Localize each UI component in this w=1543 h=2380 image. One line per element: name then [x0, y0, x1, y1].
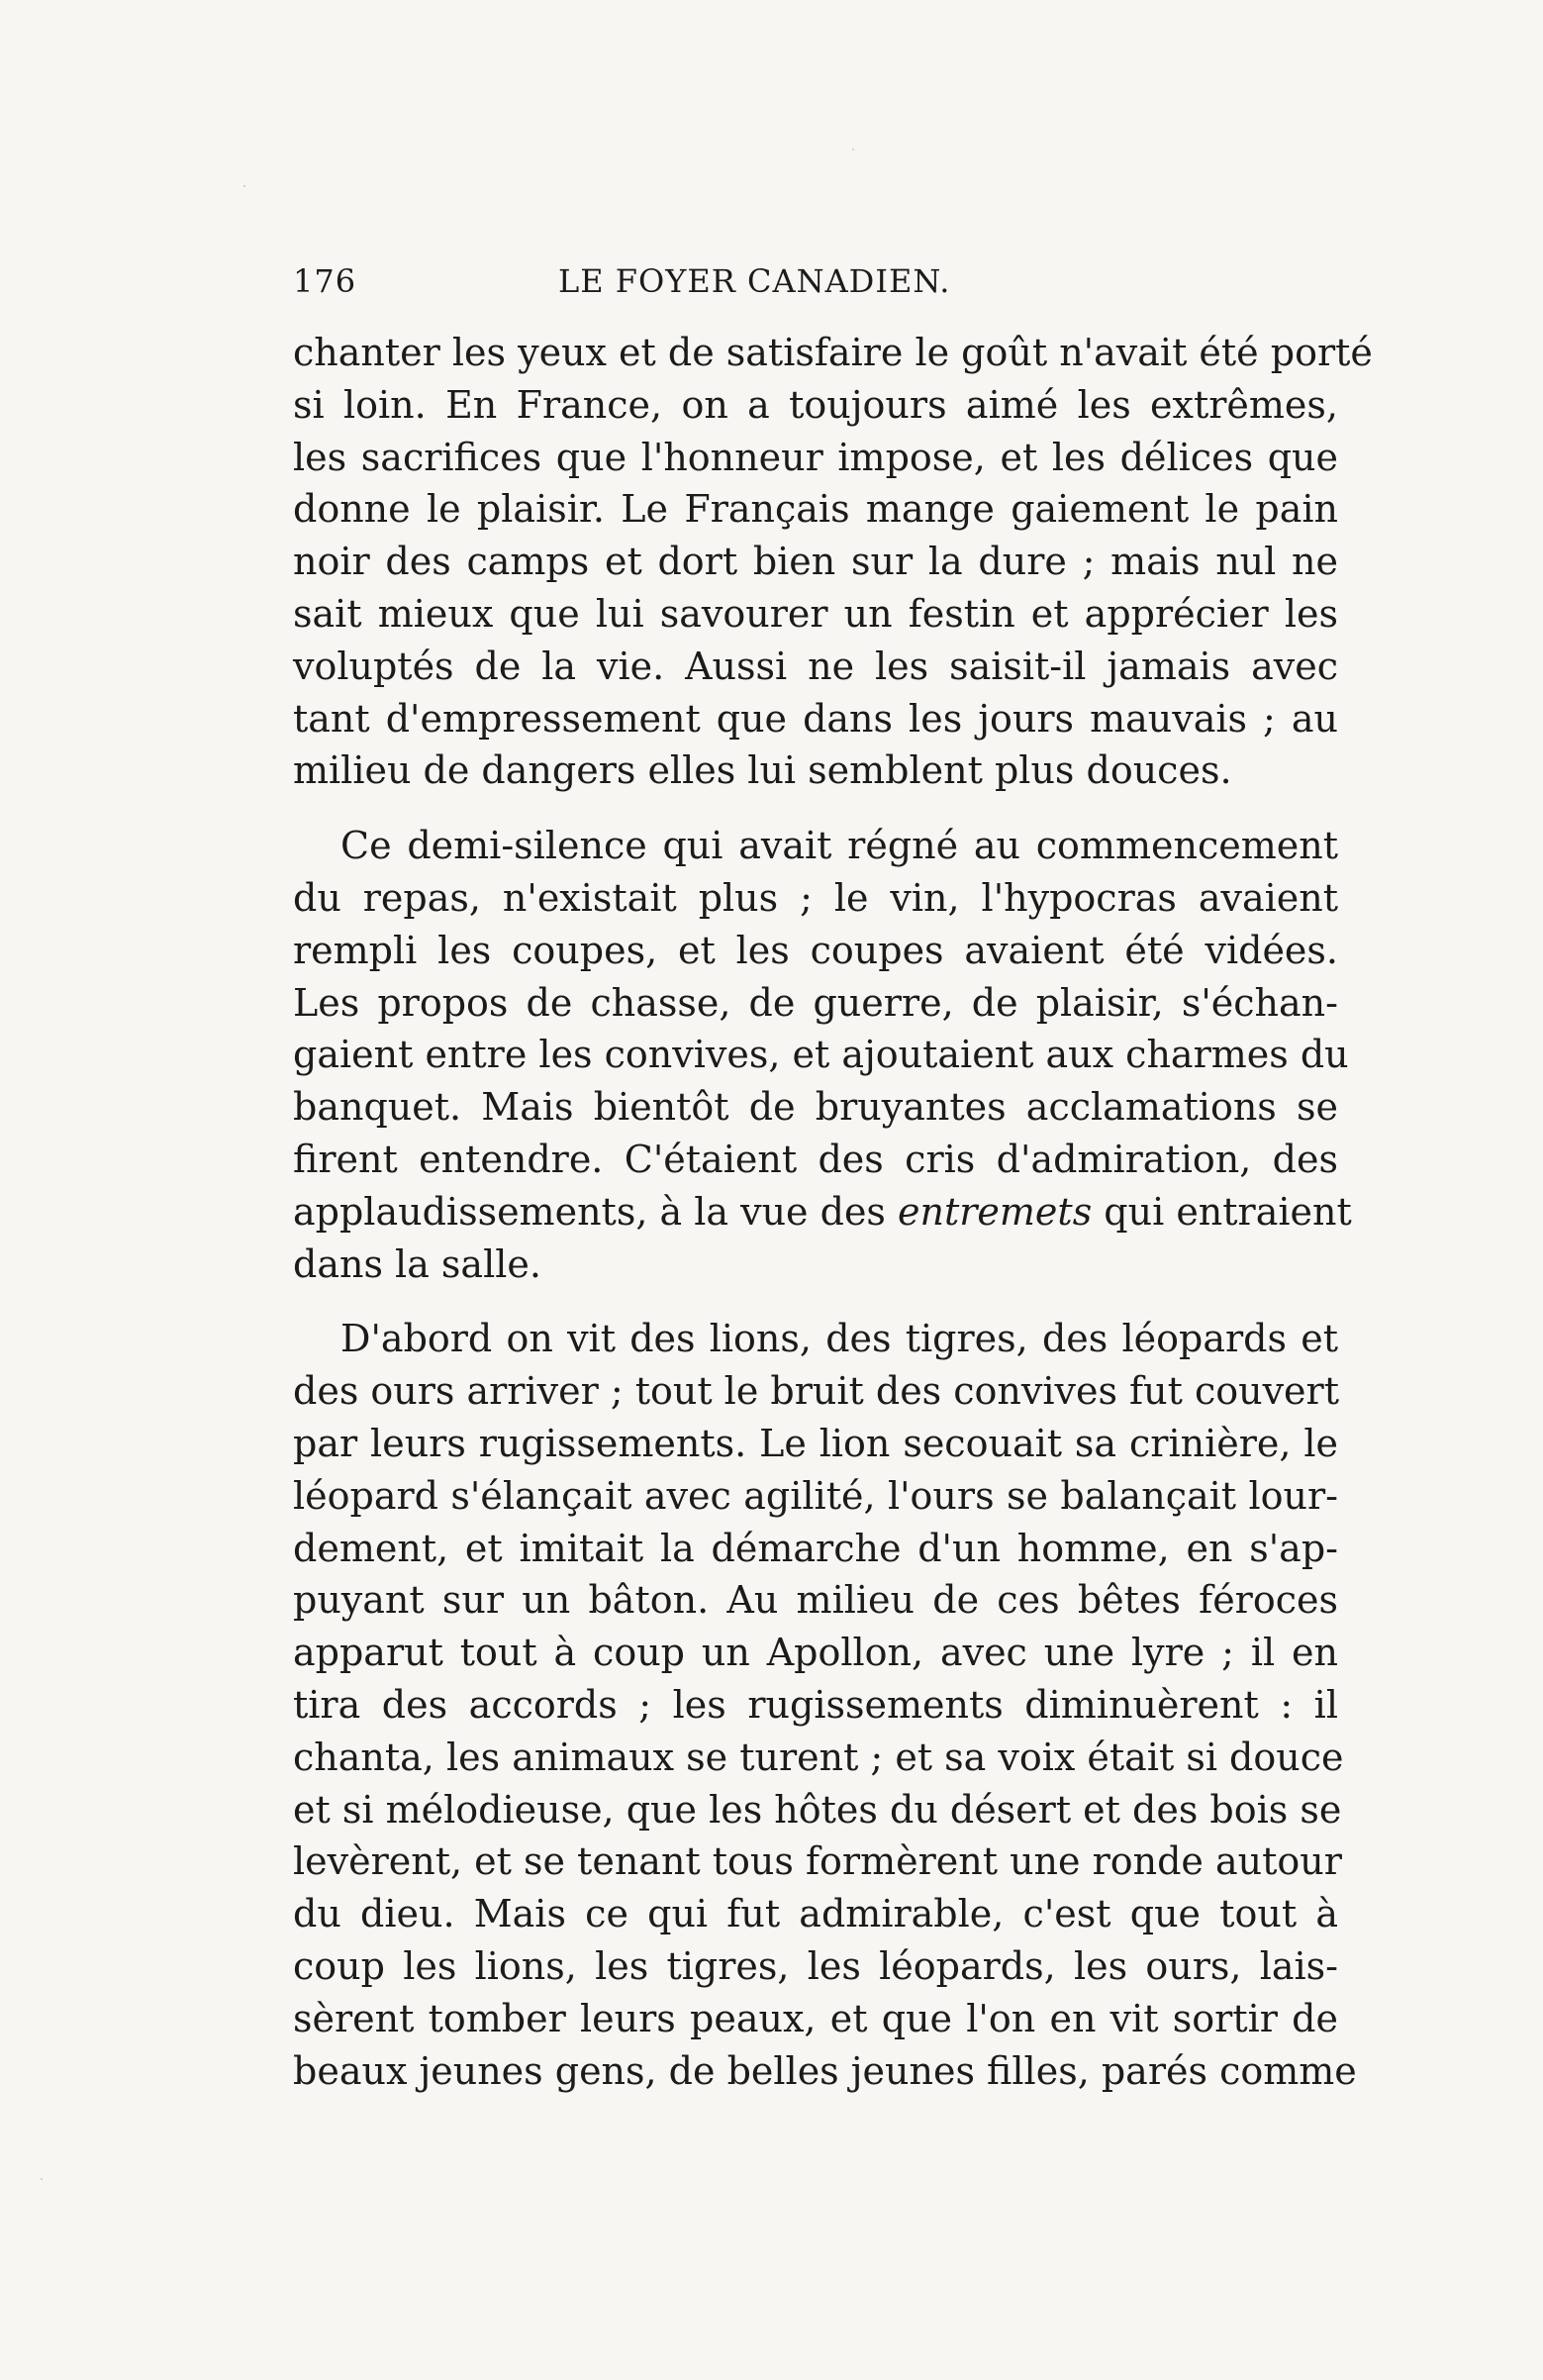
paragraph-3: [293, 1313, 1357, 2097]
text-line: noir des camps et dort bien sur la dure ; mais nul ne: [293, 540, 1338, 584]
page-number: 176: [293, 262, 357, 300]
text-line: beaux jeunes gens, de belles jeunes filles, parés comme: [293, 2048, 1357, 2093]
text-line: dement, et imitait la démarche d'un homme, en s'ap-: [293, 1526, 1338, 1570]
page-header: [293, 255, 1338, 307]
text-line: apparut tout à coup un Apollon, avec une lyre ; il en: [293, 1631, 1338, 1675]
text-line: sèrent tomber leurs peaux, et que l'on en vit sortir de: [293, 1996, 1338, 2040]
text-line: sait mieux que lui savourer un festin et apprécier les: [293, 591, 1338, 636]
text-line: donne le plaisir. Le Français mange gaiement le pain: [293, 487, 1338, 532]
text-line: les sacrifices que l'honneur impose, et les délices que: [293, 435, 1338, 479]
text-line: du dieu. Mais ce qui fut admirable, c'est que tout à: [293, 1892, 1338, 1936]
text-line: levèrent, et se tenant tous formèrent une ronde autour: [293, 1839, 1342, 1884]
text-line: dans la salle.: [293, 1241, 541, 1286]
paragraph-2: [293, 820, 1352, 1290]
text-fragment: qui entraient: [1092, 1189, 1352, 1234]
text-line: tira des accords ; les rugissements diminuèrent : il: [293, 1682, 1338, 1727]
text-line: rempli les coupes, et les coupes avaient été vidées.: [293, 928, 1338, 972]
page-speck: [243, 185, 245, 187]
text-line: chanter les yeux et de satisfaire le goût n'avait été porté: [293, 331, 1373, 374]
text-line: coup les lions, les tigres, les léopards, les ours, lais-: [293, 1943, 1338, 1988]
italic-word: entremets: [898, 1189, 1093, 1234]
page-speck: [852, 149, 854, 150]
text-line: voluptés de la vie. Aussi ne les saisit-il jamais avec: [293, 644, 1338, 688]
text-line: par leurs rugissements. Le lion secouait sa crinière, le: [293, 1421, 1338, 1465]
text-line: chanta, les animaux se turent ; et sa voix était si douce: [293, 1735, 1344, 1779]
text-line: banquet. Mais bientôt de bruyantes acclamations se: [293, 1085, 1338, 1130]
text-line: et si mélodieuse, que les hôtes du désert et des bois se: [293, 1787, 1342, 1832]
text-line: du repas, n'existait plus ; le vin, l'hypocras avaient: [293, 875, 1338, 920]
text-line: Les propos de chasse, de guerre, de plaisir, s'échan-: [293, 980, 1338, 1025]
text-line: des ours arriver ; tout le bruit des convives fut couvert: [293, 1369, 1339, 1414]
text-line: tant d'empressement que dans les jours mauvais ; au: [293, 696, 1338, 741]
text-line: D'abord on vit des lions, des tigres, des léopards et: [340, 1317, 1338, 1361]
text-line: gaient entre les convives, et ajoutaient aux charmes du: [293, 1033, 1349, 1077]
text-line: Ce demi-silence qui avait régné au commencement: [340, 824, 1338, 868]
body-text: [293, 327, 1373, 2097]
text-line: milieu de dangers elles lui semblent plus douces.: [293, 748, 1232, 793]
text-line: puyant sur un bâton. Au milieu de ces bêtes féroces: [293, 1578, 1338, 1623]
text-line: si loin. En France, on a toujours aimé les extrêmes,: [293, 382, 1338, 427]
page-speck: [41, 2178, 43, 2180]
paragraph-1: [293, 327, 1373, 797]
running-title: LE FOYER CANADIEN.: [558, 262, 951, 300]
text-line: firent entendre. C'étaient des cris d'admiration, des: [293, 1137, 1338, 1181]
text-fragment: applaudissements, à la vue des: [293, 1189, 899, 1234]
text-line-with-italic: [293, 1186, 1352, 1239]
text-line: léopard s'élançait avec agilité, l'ours se balançait lour-: [293, 1473, 1338, 1518]
